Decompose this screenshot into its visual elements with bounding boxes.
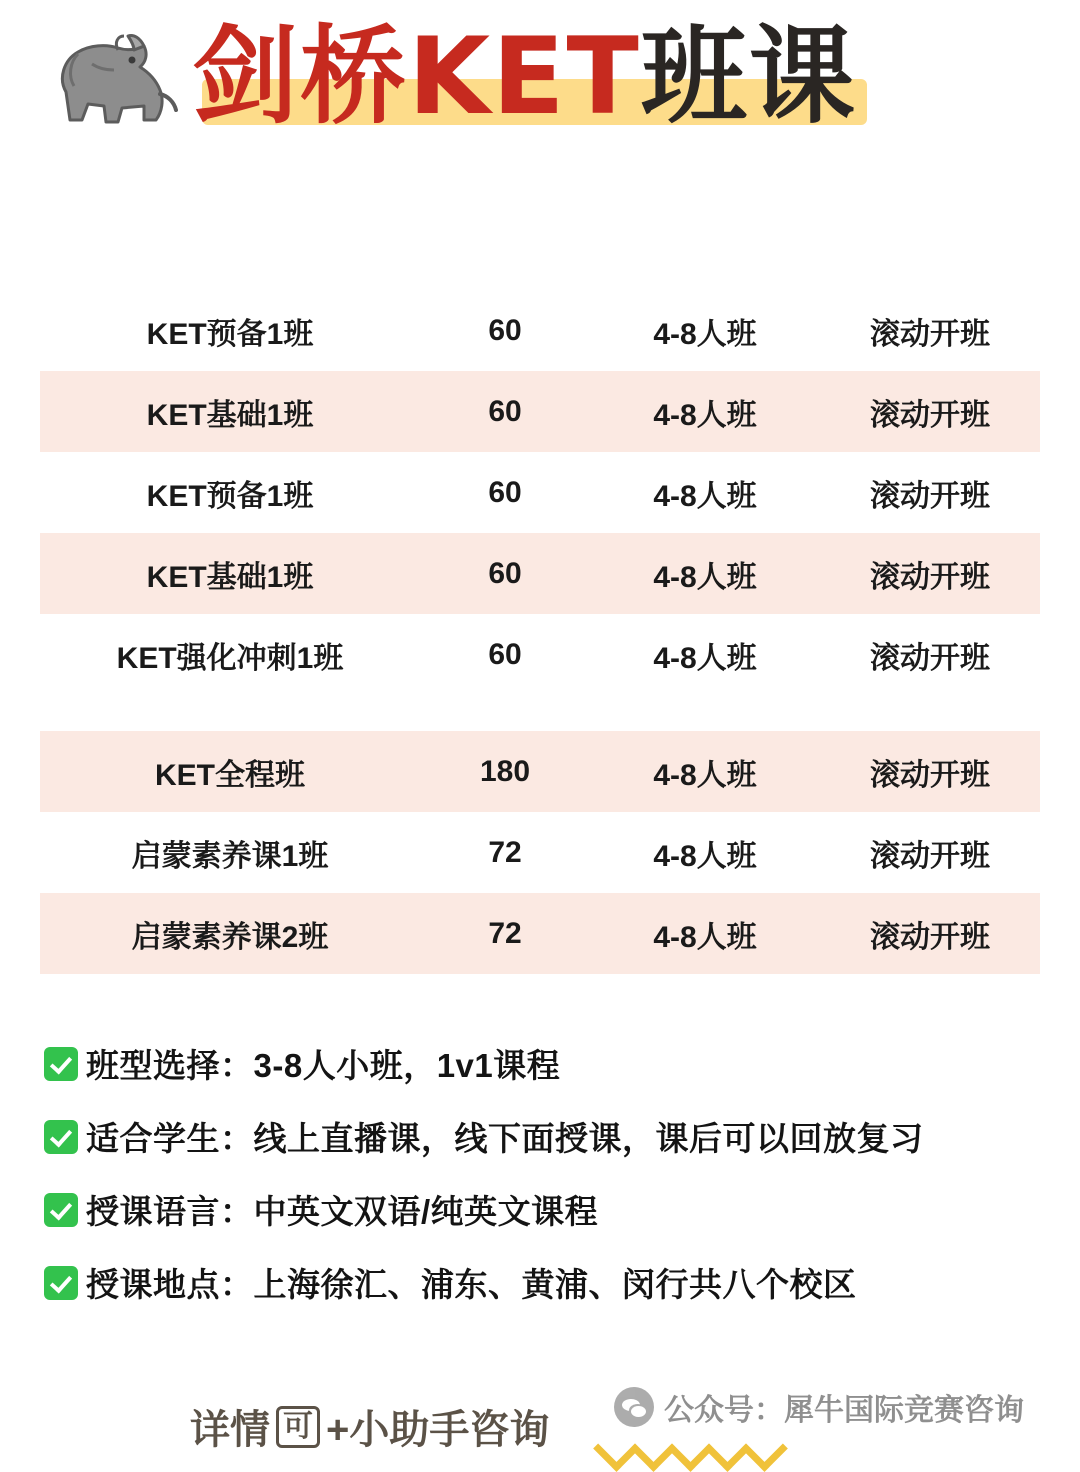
- class-size: 4-8人班: [653, 758, 757, 792]
- list-item-label: 适合学生：线上直播课，线下面授课，课后可以回放复习: [86, 1120, 924, 1157]
- page-title-dark: 班课: [640, 15, 857, 138]
- check-icon: [44, 1266, 78, 1300]
- contact-cta[interactable]: [190, 1398, 549, 1455]
- class-start: 滚动开班: [870, 920, 990, 954]
- contact-cta-prefix: 详情: [190, 1408, 270, 1452]
- class-name: 启蒙素养课1班: [131, 839, 329, 873]
- class-name: KET全程班: [155, 758, 305, 792]
- class-size: 4-8人班: [653, 317, 757, 351]
- page-footer: [0, 1349, 1080, 1469]
- check-icon: [44, 1120, 78, 1154]
- table-row: [40, 533, 1040, 614]
- check-icon: [44, 1193, 78, 1227]
- class-hours: 60: [488, 637, 522, 671]
- class-start: 滚动开班: [870, 758, 990, 792]
- class-size: 4-8人班: [653, 920, 757, 954]
- chevron-decoration: [600, 1432, 781, 1465]
- table-row: [40, 452, 1040, 533]
- list-item: [44, 1040, 1080, 1087]
- class-hours: 72: [488, 916, 522, 950]
- class-hours: 180: [479, 754, 531, 788]
- class-start: 滚动开班: [870, 641, 990, 675]
- chevron-right-icon: [741, 1425, 788, 1472]
- class-start: 滚动开班: [870, 560, 990, 594]
- class-size: 4-8人班: [653, 560, 757, 594]
- class-name: 启蒙素养课2班: [131, 920, 329, 954]
- list-item-label: 授课语言：中英文双语/纯英文课程: [86, 1193, 599, 1230]
- class-size: 4-8人班: [653, 839, 757, 873]
- class-name: KET基础1班: [146, 398, 314, 432]
- table-row: [40, 731, 1040, 812]
- list-item: [44, 1259, 1080, 1306]
- table-row: [40, 812, 1040, 893]
- class-hours: 60: [488, 394, 522, 428]
- check-icon: [44, 1047, 78, 1081]
- wechat-icon: [614, 1387, 654, 1427]
- table-row: [40, 371, 1040, 452]
- class-hours: 72: [488, 835, 522, 869]
- class-name: KET强化冲刺1班: [116, 641, 344, 675]
- class-name: KET预备1班: [146, 479, 314, 513]
- class-hours: 60: [488, 475, 522, 509]
- table-row: [40, 614, 1040, 695]
- list-item: [44, 1113, 1080, 1160]
- contact-cta-suffix: +小助手咨询: [326, 1408, 550, 1452]
- list-item-label: 授课地点：上海徐汇、浦东、黄浦、闵行共八个校区: [86, 1266, 857, 1303]
- feature-list: [44, 1040, 1080, 1306]
- class-name: KET预备1班: [146, 317, 314, 351]
- class-size: 4-8人班: [653, 641, 757, 675]
- class-size: 4-8人班: [653, 479, 757, 513]
- class-hours: 60: [488, 556, 522, 590]
- page-header: [0, 0, 1080, 202]
- class-start: 滚动开班: [870, 839, 990, 873]
- wechat-account-label: 公众号：犀牛国际竞赛咨询: [664, 1394, 1024, 1427]
- class-start: 滚动开班: [870, 317, 990, 351]
- class-start: 滚动开班: [870, 398, 990, 432]
- table-row: [40, 893, 1040, 974]
- class-hours: 60: [488, 313, 522, 347]
- table-group-separator: [40, 695, 1040, 731]
- rhino-icon: [48, 20, 188, 140]
- page-title: [192, 14, 857, 139]
- class-schedule-table: [40, 290, 1040, 974]
- class-size: 4-8人班: [653, 398, 757, 432]
- table-row: [40, 290, 1040, 371]
- contact-cta-boxed: 可: [276, 1406, 320, 1448]
- class-start: 滚动开班: [870, 479, 990, 513]
- wechat-account-watermark: [614, 1385, 1024, 1429]
- list-item: [44, 1186, 1080, 1233]
- list-item-label: 班型选择：3-8人小班，1v1课程: [86, 1047, 561, 1084]
- class-name: KET基础1班: [146, 560, 314, 594]
- page-title-red: 剑桥KET: [192, 15, 641, 138]
